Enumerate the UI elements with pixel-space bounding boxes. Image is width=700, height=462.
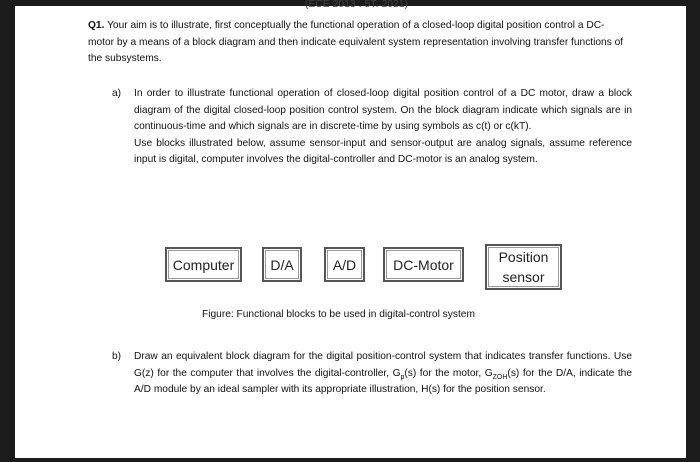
da-block-label: D/A bbox=[270, 256, 294, 273]
position-sensor-label-line2: sensor bbox=[502, 269, 545, 285]
part-b bbox=[112, 349, 632, 399]
part-b-sub-zoh: ZOH bbox=[492, 373, 508, 381]
part-b-text-3: (s) for the D/A, indicate the A/D module by an ideal sampler with its appropriate illustration, H(s) for the position sensor. bbox=[134, 367, 633, 395]
position-sensor-label-line1: Position bbox=[498, 249, 549, 265]
header-fragment: (ECE 2013 . 5T. 2021) bbox=[305, 0, 409, 10]
document-page bbox=[15, 0, 686, 458]
part-b-paragraph bbox=[134, 349, 632, 399]
question-number: Q1. bbox=[88, 20, 105, 31]
da-block bbox=[262, 247, 302, 282]
part-a-paragraph-1: In order to illustrate functional operation of closed-loop digital position control of a DC motor, draw a block diagram of the digital closed-loop position control system. On the block diagram indicate which signals are in continuous-time and which signals are in discrete-time by using symbols as c(t) or c(kT). bbox=[134, 88, 632, 132]
computer-block bbox=[165, 247, 242, 282]
part-b-text-1: Draw an equivalent block diagram for the digital position-control system that indicates transfer functions. Use G(z) for the computer that involves the digital-controller, G bbox=[134, 351, 632, 379]
dc-motor-block-label: DC-Motor bbox=[393, 256, 454, 273]
ad-block bbox=[324, 247, 365, 282]
question-body: Your aim is to illustrate, first conceptually the functional operation of a closed-loop digital position control a DC-motor by a means of a block diagram and then indicate equivalent system representation involving transfer functions of the subsystems. bbox=[88, 20, 624, 64]
part-a-label: a) bbox=[112, 88, 122, 99]
part-b-sub-p: p bbox=[400, 373, 405, 381]
figure-caption: Figure: Functional blocks to be used in digital-control system bbox=[202, 309, 475, 320]
part-b-text-2: (s) for the motor, G bbox=[404, 367, 493, 379]
ad-block-label: A/D bbox=[332, 256, 357, 273]
dc-motor-block bbox=[383, 247, 464, 282]
part-b-label: b) bbox=[112, 351, 122, 362]
position-sensor-block bbox=[485, 244, 562, 290]
part-a-paragraph-2: Use blocks illustrated below, assume sensor-input and sensor-output are analog signals, assume reference input is digital, computer involves the digital-controller and DC-motor is an analog system. bbox=[134, 137, 632, 165]
question-text bbox=[88, 18, 628, 68]
computer-block-label: Computer bbox=[172, 256, 235, 273]
part-a bbox=[112, 86, 632, 169]
